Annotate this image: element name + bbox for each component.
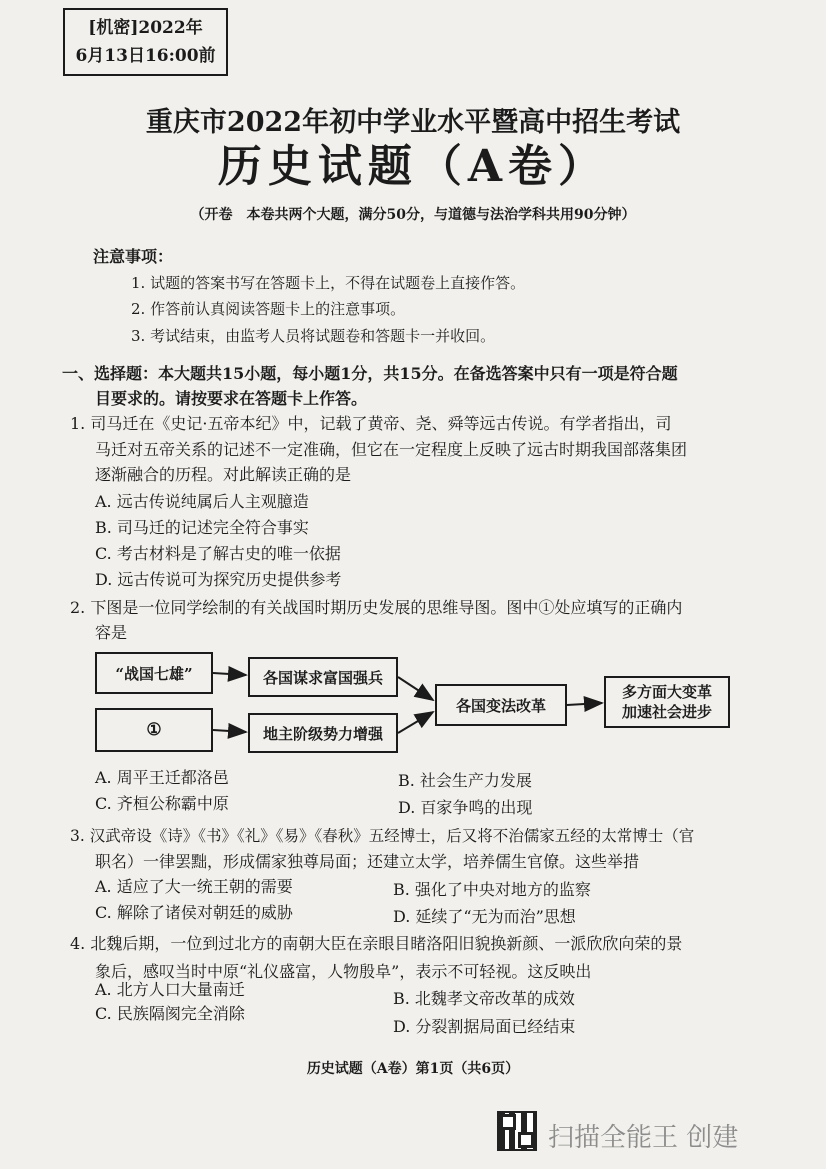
question-2-option-d: D. 百家争鸣的出现 — [398, 798, 533, 817]
mindmap-box-landlord-class: 地主阶级势力增强 — [248, 713, 398, 753]
arrow-5 — [567, 703, 602, 705]
question-2-option-a: A. 周平王迁都洛邑 — [95, 768, 229, 787]
scanner-watermark: 扫描全能王 创建 — [548, 1123, 739, 1153]
question-1-option-b: B. 司马迁的记述完全符合事实 — [95, 518, 309, 537]
question-4-option-a: A. 北方人口大量南迁 — [95, 980, 245, 999]
mindmap-box-reform: 各国变法改革 — [435, 684, 567, 726]
arrow-1 — [213, 673, 246, 675]
section-heading: 一、选择题：本大题共15小题，每小题1分，共15分。在备选答案中只有一项是符合题 — [62, 364, 678, 383]
paper-title: 历史试题（A卷） — [217, 141, 609, 192]
question-1-option-d: D. 远古传说可为探究历史提供参考 — [95, 570, 342, 589]
notice-title: 注意事项： — [93, 247, 174, 266]
question-1-stem: 马迁对五帝关系的记述不一定准确，但它在一定程度上反映了远古时期我国部落集团 — [95, 440, 688, 459]
question-1-option-c: C. 考古材料是了解古史的唯一依据 — [95, 544, 341, 563]
notice-item: 2. 作答前认真阅读答题卡上的注意事项。 — [131, 300, 406, 318]
question-4-option-c: C. 民族隔阂完全消除 — [95, 1004, 245, 1023]
arrow-3 — [398, 677, 433, 700]
section-heading-cont: 目要求的。请按要求在答题卡上作答。 — [95, 389, 368, 408]
page-footer: 历史试题（A卷）第1页（共6页） — [306, 1061, 520, 1077]
confidential-line1: [机密]2022年 — [88, 18, 203, 38]
question-1-stem: 逐渐融合的历程。对此解读正确的是 — [95, 465, 352, 484]
question-4-option-b: B. 北魏孝文帝改革的成效 — [393, 989, 575, 1008]
arrow-4 — [398, 712, 433, 733]
question-2-stem: 容是 — [95, 623, 128, 642]
question-3-stem: 3. 汉武帝设《诗》《书》《礼》《易》《春秋》五经博士，后又将不治儒家五经的太常博士（官 — [70, 827, 695, 845]
mindmap-box-progress-line2: 加速社会进步 — [621, 703, 712, 721]
notice-item: 3. 考试结束，由监考人员将试题卷和答题卡一并收回。 — [131, 327, 496, 345]
arrow-2 — [213, 730, 246, 732]
mindmap-box-blank: ① — [95, 708, 213, 752]
question-3-option-a: A. 适应了大一统王朝的需要 — [95, 877, 293, 896]
exam-title: 重庆市2022年初中学业水平暨高中招生考试 — [145, 107, 681, 138]
question-4-stem: 象后，感叹当时中原“礼仪盛富，人物殷阜”，表示不可轻视。这反映出 — [95, 962, 592, 981]
question-2-option-b: B. 社会生产力发展 — [398, 771, 532, 790]
confidential-line2: 6月13日16:00前 — [75, 46, 216, 66]
notice-item: 1. 试题的答案书写在答题卡上，不得在试题卷上直接作答。 — [131, 274, 526, 292]
mindmap-box-warring-states: “战国七雄” — [95, 652, 213, 694]
qr-code-icon — [497, 1111, 537, 1151]
question-3-option-b: B. 强化了中央对地方的监察 — [393, 880, 591, 899]
question-3-stem: 职名）一律罢黜，形成儒家独尊局面；还建立太学，培养儒生官僚。这些举措 — [95, 852, 640, 871]
mindmap-box-progress-line1: 多方面大变革 — [621, 683, 712, 701]
question-1-option-a: A. 远古传说纯属后人主观臆造 — [95, 492, 309, 511]
question-1-stem: 1. 司马迁在《史记·五帝本纪》中，记载了黄帝、尧、舜等远古传说。有学者指出，司 — [70, 414, 672, 433]
exam-subtitle: （开卷 本卷共两个大题，满分50分，与道德与法治学科共用90分钟） — [190, 207, 636, 223]
mindmap-box-seek-strength: 各国谋求富国强兵 — [248, 657, 398, 697]
question-4-option-d: D. 分裂割据局面已经结束 — [393, 1017, 576, 1036]
question-3-option-c: C. 解除了诸侯对朝廷的威胁 — [95, 903, 293, 922]
question-4-stem: 4. 北魏后期，一位到过北方的南朝大臣在亲眼目睹洛阳旧貌换新颜、一派欣欣向荣的景 — [70, 934, 683, 953]
question-3-option-d: D. 延续了“无为而治”思想 — [393, 907, 576, 926]
question-2-option-c: C. 齐桓公称霸中原 — [95, 794, 229, 813]
question-2-stem: 2. 下图是一位同学绘制的有关战国时期历史发展的思维导图。图中①处应填写的正确内 — [70, 598, 683, 617]
